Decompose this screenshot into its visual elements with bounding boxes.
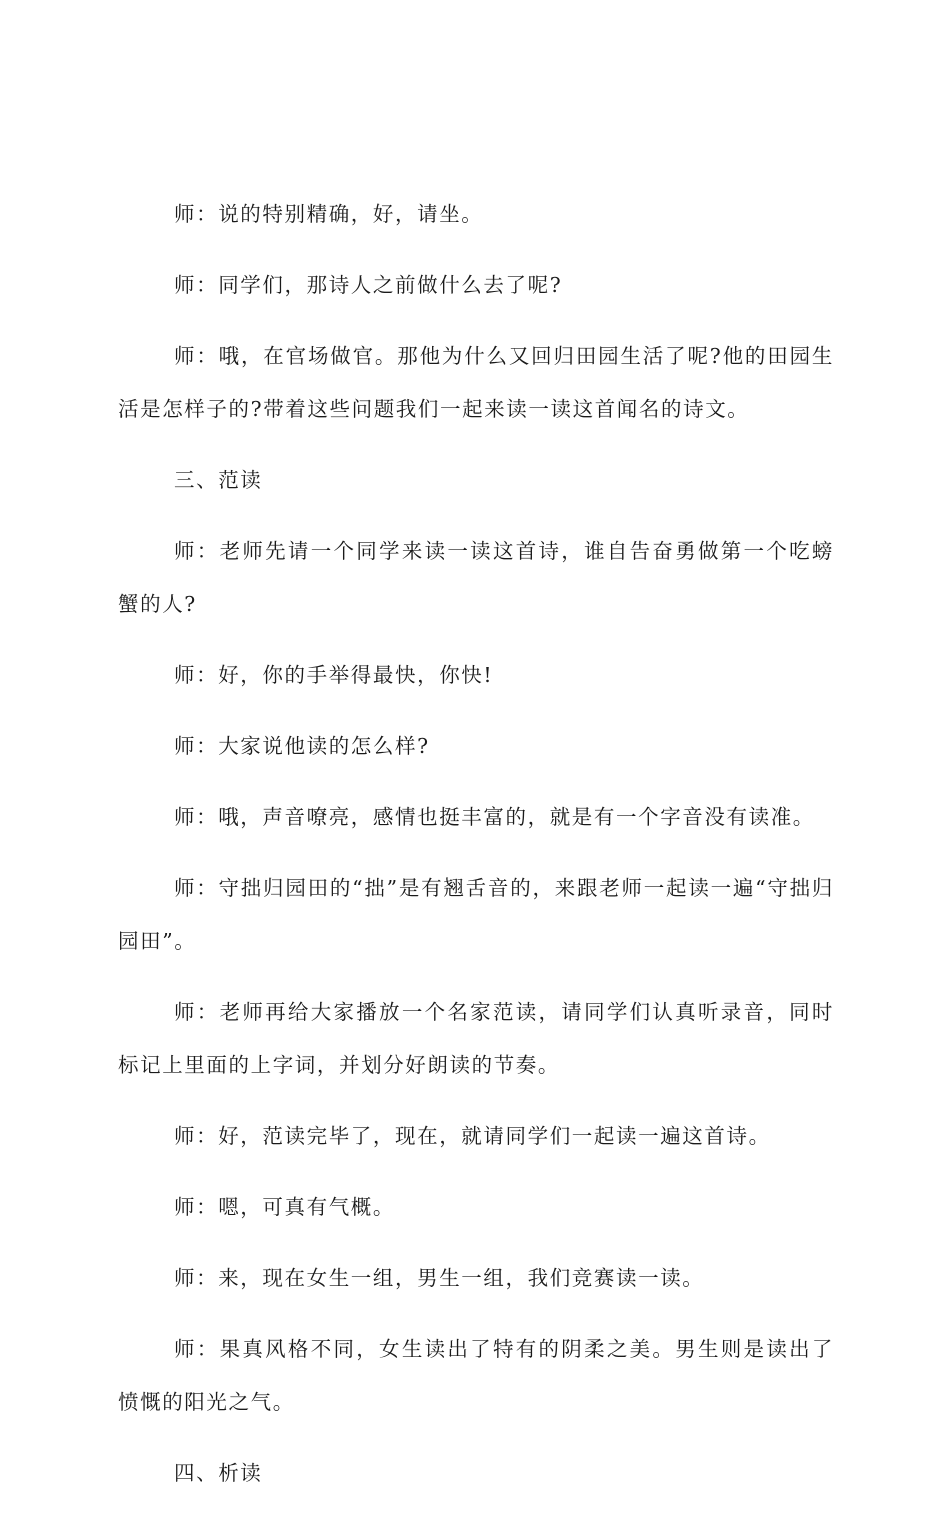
document-body [118, 188, 834, 1518]
paragraph-12: 师：嗯，可真有气概。 [174, 1195, 395, 1219]
paragraph-14: 师：果真风格不同，女生读出了特有的阴柔之美。男生则是读出了愤慨的阳光之气。 [118, 1337, 834, 1414]
paragraph-10: 师：老师再给大家播放一个名家范读，请同学们认真听录音，同时标记上里面的上字词，并划分好朗读的节奏。 [118, 1000, 834, 1077]
paragraph-1: 师：说的特别精确，好，请坐。 [174, 202, 484, 226]
paragraph-11: 师：好，范读完毕了，现在，就请同学们一起读一遍这首诗。 [174, 1124, 771, 1148]
section-heading-fandu: 三、范读 [174, 468, 263, 492]
paragraph-8: 师：哦，声音嘹亮，感情也挺丰富的，就是有一个字音没有读准。 [174, 805, 815, 829]
paragraph-7: 师：大家说他读的怎么样? [174, 734, 430, 758]
paragraph-2: 师：同学们，那诗人之前做什么去了呢? [174, 273, 563, 297]
paragraph-13: 师：来，现在女生一组，男生一组，我们竞赛读一读。 [174, 1266, 705, 1290]
paragraph-9: 师：守拙归园田的“拙”是有翘舌音的，来跟老师一起读一遍“守拙归园田”。 [118, 876, 834, 953]
paragraph-3: 师：哦，在官场做官。那他为什么又回归田园生活了呢?他的田园生活是怎样子的?带着这些问题我们一起来读一读这首闻名的诗文。 [118, 344, 834, 421]
paragraph-5: 师：老师先请一个同学来读一读这首诗，谁自告奋勇做第一个吃螃蟹的人? [118, 539, 834, 616]
section-heading-xidu: 四、析读 [174, 1461, 263, 1485]
paragraph-6: 师：好，你的手举得最快，你快! [174, 663, 494, 687]
